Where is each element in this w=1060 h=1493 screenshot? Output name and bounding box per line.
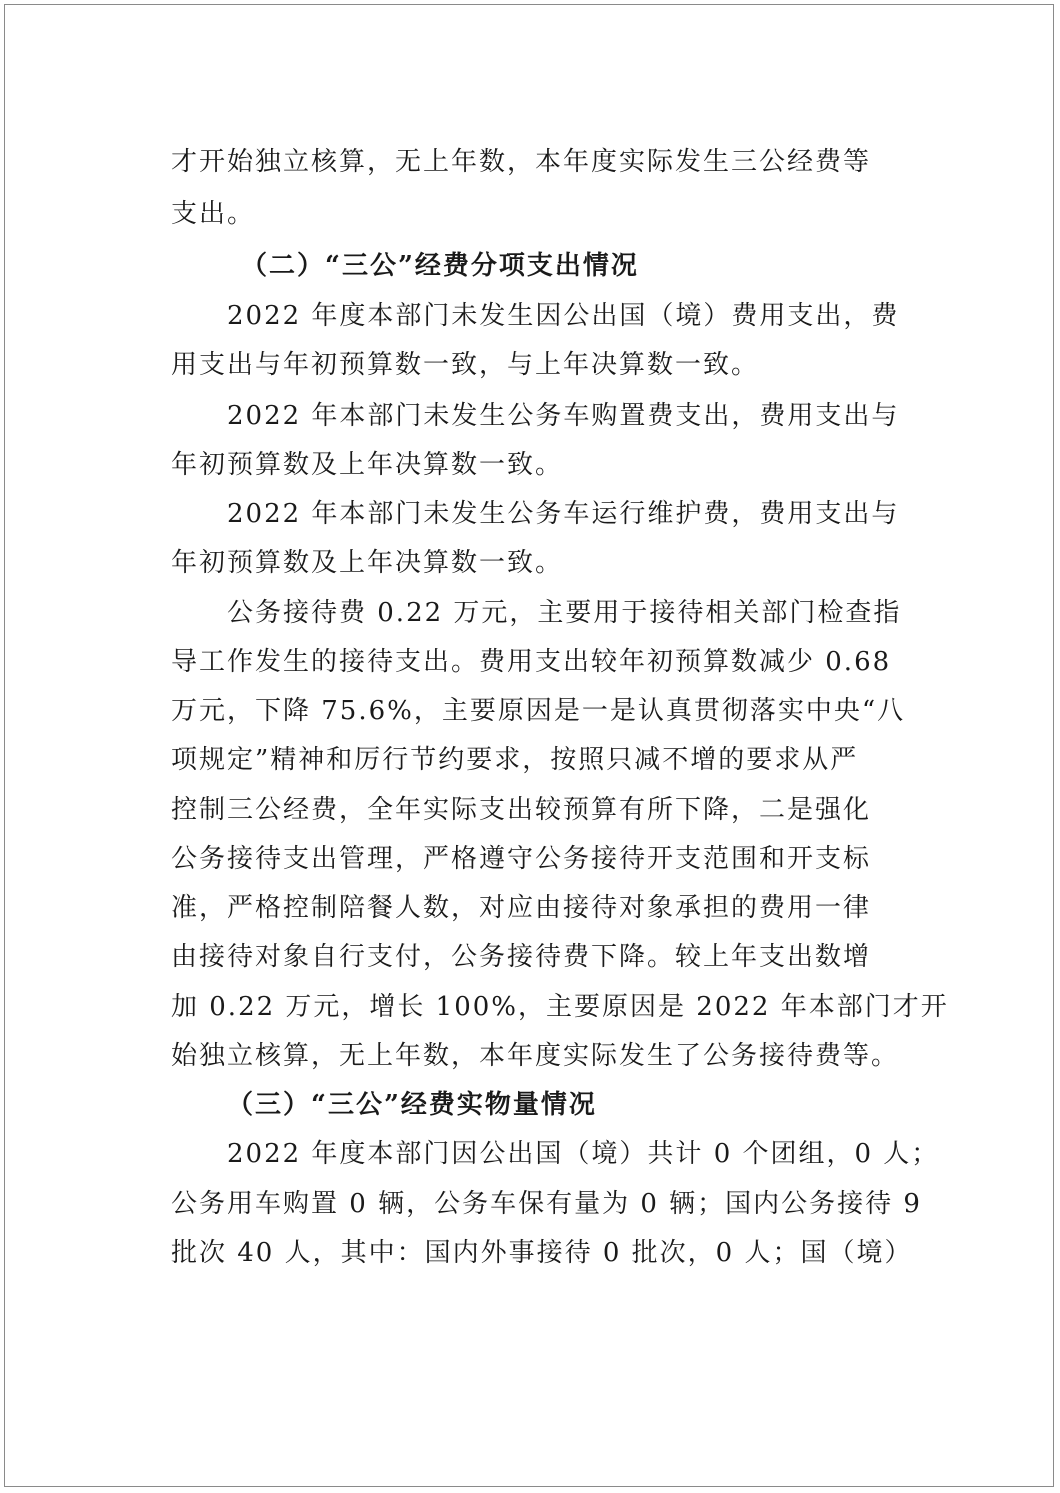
section-heading: （三）“三公”经费实物量情况 [227, 1090, 597, 1120]
text-line: 才开始独立核算，无上年数，本年度实际发生三公经费等 [171, 147, 872, 177]
text-line: 2022 年度本部门未发生因公出国（境）费用支出，费 [227, 301, 900, 331]
text-line: 公务用车购置 0 辆，公务车保有量为 0 辆；国内公务接待 9 [171, 1189, 922, 1219]
text-line: 年初预算数及上年决算数一致。 [171, 450, 564, 480]
text-line: 年初预算数及上年决算数一致。 [171, 548, 564, 578]
text-line: 准，严格控制陪餐人数，对应由接待对象承担的费用一律 [171, 893, 872, 923]
text-line: 2022 年本部门未发生公务车购置费支出，费用支出与 [227, 401, 900, 431]
text-line: 批次 40 人，其中：国内外事接待 0 批次，0 人；国（境） [171, 1238, 913, 1268]
text-line: 支出。 [171, 199, 256, 229]
section-heading: （二）“三公”经费分项支出情况 [241, 251, 639, 281]
text-line: 导工作发生的接待支出。费用支出较年初预算数减少 0.68 [171, 647, 892, 677]
text-line: 2022 年度本部门因公出国（境）共计 0 个团组，0 人； [227, 1139, 940, 1169]
text-line: 公务接待支出管理，严格遵守公务接待开支范围和开支标 [171, 844, 872, 874]
text-line: 2022 年本部门未发生公务车运行维护费，费用支出与 [227, 499, 900, 529]
document-page [4, 4, 1054, 1487]
text-line: 项规定”精神和厉行节约要求，按照只减不增的要求从严 [171, 745, 859, 775]
text-line: 加 0.22 万元，增长 100%，主要原因是 2022 年本部门才开 [171, 992, 949, 1022]
text-line: 万元，下降 75.6%，主要原因是一是认真贯彻落实中央“八 [171, 696, 906, 726]
text-line: 始独立核算，无上年数，本年度实际发生了公务接待费等。 [171, 1041, 900, 1071]
text-line: 公务接待费 0.22 万元，主要用于接待相关部门检查指 [227, 598, 902, 628]
text-line: 用支出与年初预算数一致，与上年决算数一致。 [171, 350, 760, 380]
text-line: 由接待对象自行支付，公务接待费下降。较上年支出数增 [171, 942, 872, 972]
text-line: 控制三公经费，全年实际支出较预算有所下降，二是强化 [171, 795, 872, 825]
